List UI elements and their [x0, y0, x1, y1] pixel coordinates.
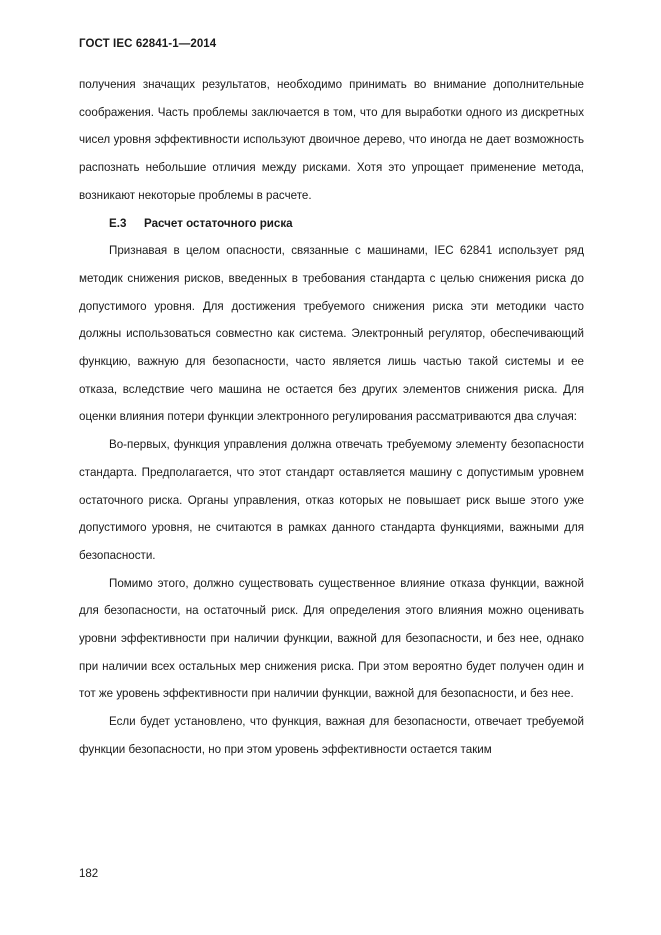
paragraph: Если будет установлено, что функция, важная для безопасности, отвечает требуемой функции безопасности, но при этом уровень эффективности остается таким	[79, 715, 584, 756]
paragraph: Признавая в целом опасности, связанные с машинами, IEC 62841 использует ряд методик снижения рисков, введенных в требования стандарта с целью снижения риска до допустимого уровня. Для достижения требуемого снижения риска эти методики часто должны использоваться совместно как система. Электронный регулятор, обеспечивающий функцию, важную для безопасности, часто является лишь частью такой системы и ее отказа, вследствие чего машина не остается без других элементов снижения риска. Для оценки влияния потери функции электронного регулирования рассматриваются два случая:	[79, 244, 584, 424]
paragraph-continuation: получения значащих результатов, необходимо принимать во внимание дополнительные соображения. Часть проблемы заключается в том, что для выработки одного из дискретных чисел уровня эффективности используют двоичное дерево, что иногда не дает возможность распознать небольшие отличия между рисками. Хотя это упрощает применение метода, возникают некоторые проблемы в расчете.	[79, 78, 584, 202]
section-title: Расчет остаточного риска	[144, 216, 293, 230]
section-heading	[79, 210, 584, 238]
document-body	[79, 71, 584, 764]
section-number: Е.3	[109, 216, 127, 230]
page-number: 182	[79, 868, 99, 880]
paragraph: Помимо этого, должно существовать существенное влияние отказа функции, важной для безопасности, на остаточный риск. Для определения этого влияния можно оценивать уровни эффективности при наличии функции, важной для безопасности, и без нее, однако при наличии всех остальных мер снижения риска. При этом вероятно будет получен один и тот же уровень эффективности при наличии функции, важной для безопасности, и без нее.	[79, 576, 584, 701]
paragraph: Во-первых, функция управления должна отвечать требуемому элементу безопасности стандарта. Предполагается, что этот стандарт оставляется машину с допустимым уровнем остаточного риска. Органы управления, отказ которых не повышает риск выше этого уже допустимого уровня, не считаются в рамках данного стандарта функциями, важными для безопасности.	[79, 438, 584, 562]
document-header: ГОСТ IEC 62841-1—2014	[79, 38, 217, 50]
